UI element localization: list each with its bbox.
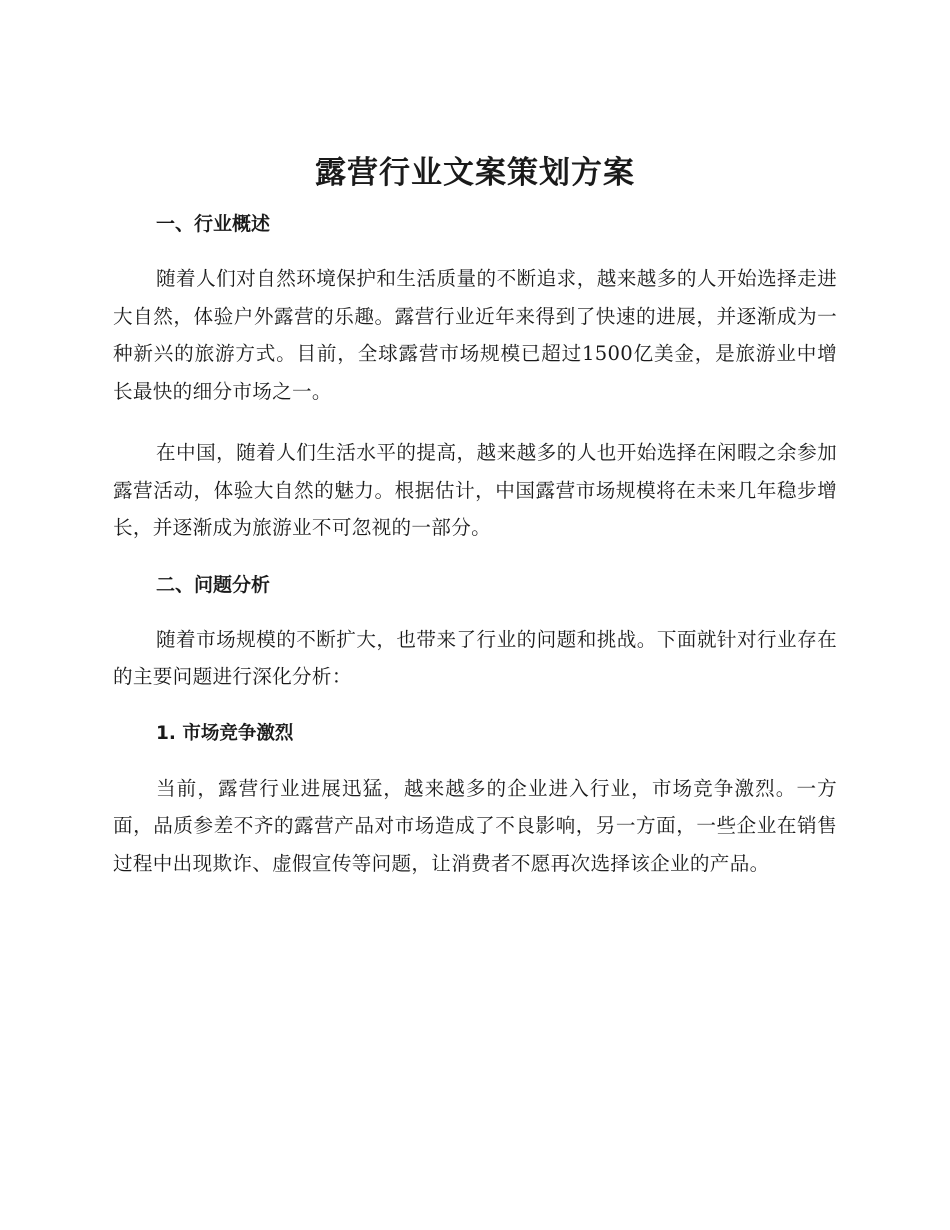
document-body	[113, 150, 837, 906]
section-heading: 二、问题分析	[156, 573, 271, 596]
paragraph: 当前，露营行业进展迅猛，越来越多的企业进入行业，市场竞争激烈。一方面，品质参差不齐的露营产品对市场造成了不良影响，另一方面，一些企业在销售过程中出现欺诈、虚假宣传等问题，让消费者不愿再次选择该企业的产品。	[113, 776, 837, 875]
subsection-market-competition	[113, 720, 837, 883]
paragraph: 在中国，随着人们生活水平的提高，越来越多的人也开始选择在闲暇之余参加露营活动，体验大自然的魅力。根据估计，中国露营市场规模将在未来几年稳步增长，并逐渐成为旅游业不可忽视的一部分。	[113, 441, 837, 539]
paragraph: 随着人们对自然环境保护和生活质量的不断追求，越来越多的人开始选择走进大自然，体验户外露营的乐趣。露营行业近年来得到了快速的进展，并逐渐成为一种新兴的旅游方式。目前，全球露营市场规模已超过1500亿美金，是旅游业中增长最快的细分市场之一。	[113, 267, 837, 403]
paragraph: 随着市场规模的不断扩大，也带来了行业的问题和挑战。下面就针对行业存在的主要问题进行深化分析：	[113, 627, 837, 688]
document-title: 露营行业文案策划方案	[315, 155, 635, 191]
section-problem-analysis	[113, 571, 837, 883]
section-industry-overview	[113, 210, 837, 547]
subsection-heading: 1. 市场竞争激烈	[156, 722, 294, 744]
section-heading: 一、行业概述	[156, 213, 271, 235]
